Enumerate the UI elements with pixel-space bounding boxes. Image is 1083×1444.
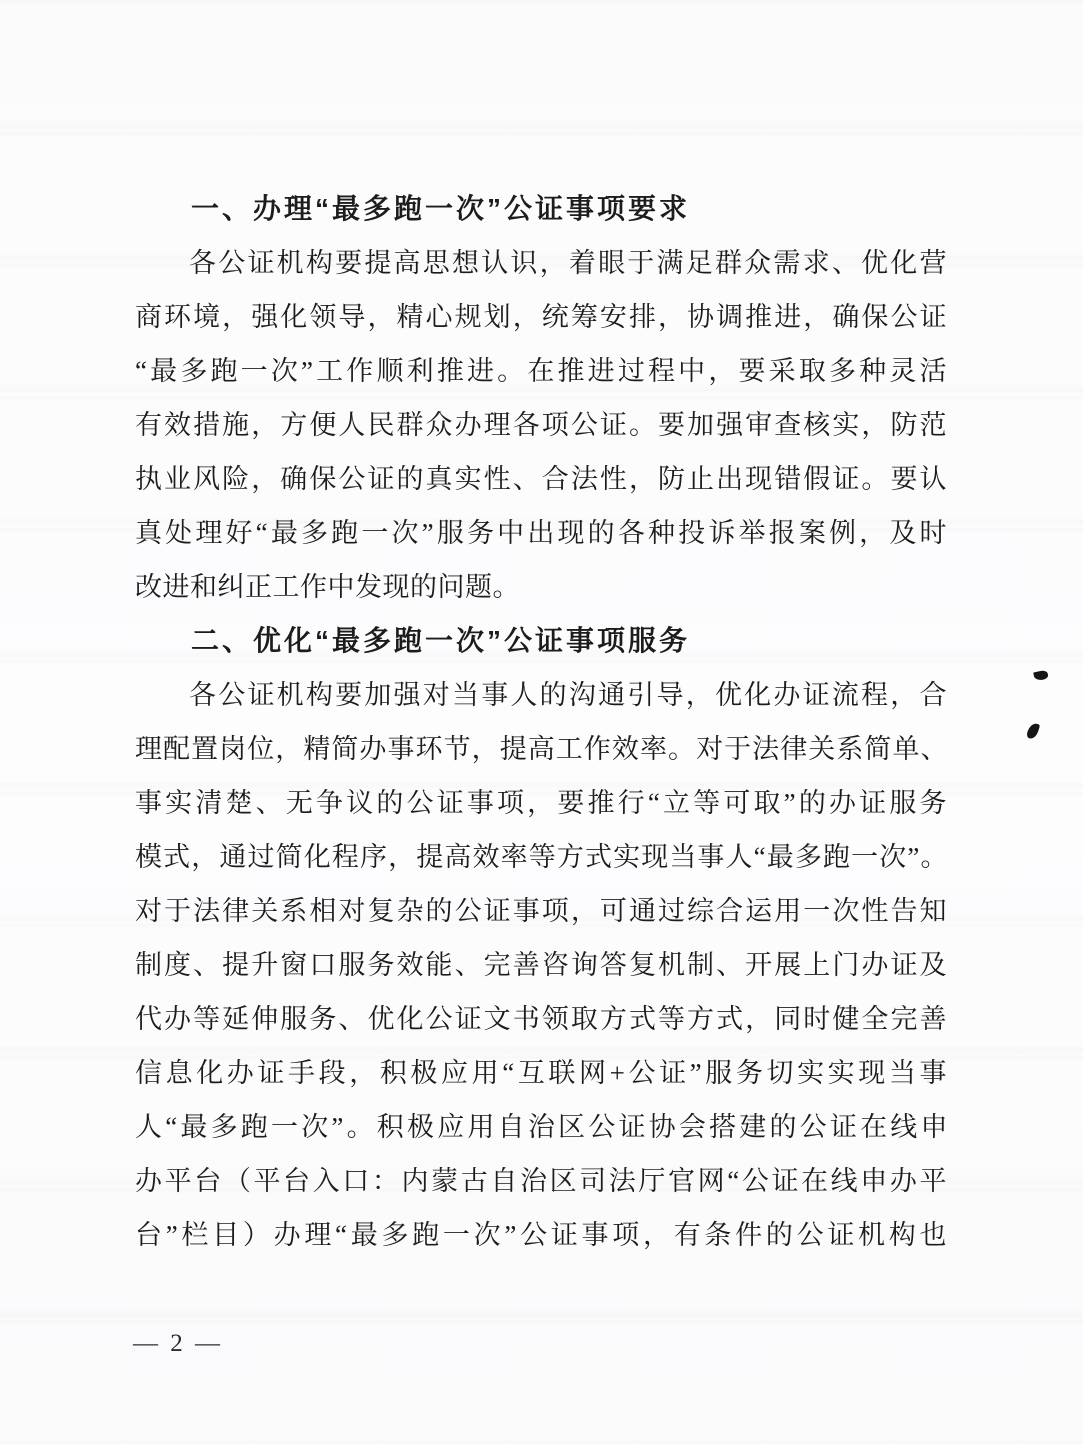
text-line: 执业风险，确保公证的真实性、合法性，防止出现错假证。要认 (135, 464, 947, 494)
text-line: 代办等延伸服务、优化公证文书领取方式等方式，同时健全完善 (135, 1004, 947, 1034)
text-line: 真处理好“最多跑一次”服务中出现的各种投诉举报案例，及时 (135, 518, 947, 548)
page-number: — 2 — (133, 1330, 223, 1357)
text-line: 有效措施，方便人民群众办理各项公证。要加强审查核实，防范 (135, 410, 947, 440)
section-1-heading: 一、办理“最多跑一次”公证事项要求 (191, 193, 691, 224)
text-line: 事实清楚、无争议的公证事项，要推行“立等可取”的办证服务 (135, 788, 947, 818)
text-line: 对于法律关系相对复杂的公证事项，可通过综合运用一次性告知 (135, 896, 947, 926)
text-line: 信息化办证手段，积极应用“互联网+公证”服务切实实现当事 (135, 1058, 947, 1088)
text-line: 制度、提升窗口服务效能、完善咨询答复机制、开展上门办证及 (135, 950, 947, 980)
text-line: 人“最多跑一次”。积极应用自治区公证协会搭建的公证在线申 (135, 1112, 947, 1142)
text-line: 台”栏目）办理“最多跑一次”公证事项，有条件的公证机构也 (135, 1220, 947, 1250)
text-line: 办平台（平台入口：内蒙古自治区司法厅官网“公证在线申办平 (135, 1166, 947, 1196)
text-line: 理配置岗位，精简办事环节，提高工作效率。对于法律关系简单、 (135, 734, 947, 764)
ink-smudge (1033, 670, 1049, 682)
text-line: “最多跑一次”工作顺利推进。在推进过程中，要采取多种灵活 (135, 356, 947, 386)
text-line: 模式，通过简化程序，提高效率等方式实现当事人“最多跑一次”。 (135, 842, 947, 872)
text-line: 商环境，强化领导，精心规划，统筹安排，协调推进，确保公证 (135, 302, 947, 332)
text-line: 各公证机构要加强对当事人的沟通引导，优化办证流程，合 (189, 680, 947, 710)
document-body (135, 182, 947, 1262)
ink-smudge (1026, 722, 1040, 740)
text-line: 改进和纠正工作中发现的问题。 (135, 572, 520, 602)
text-line: 各公证机构要提高思想认识，着眼于满足群众需求、优化营 (189, 248, 947, 278)
section-2-heading: 二、优化“最多跑一次”公证事项服务 (191, 625, 691, 656)
